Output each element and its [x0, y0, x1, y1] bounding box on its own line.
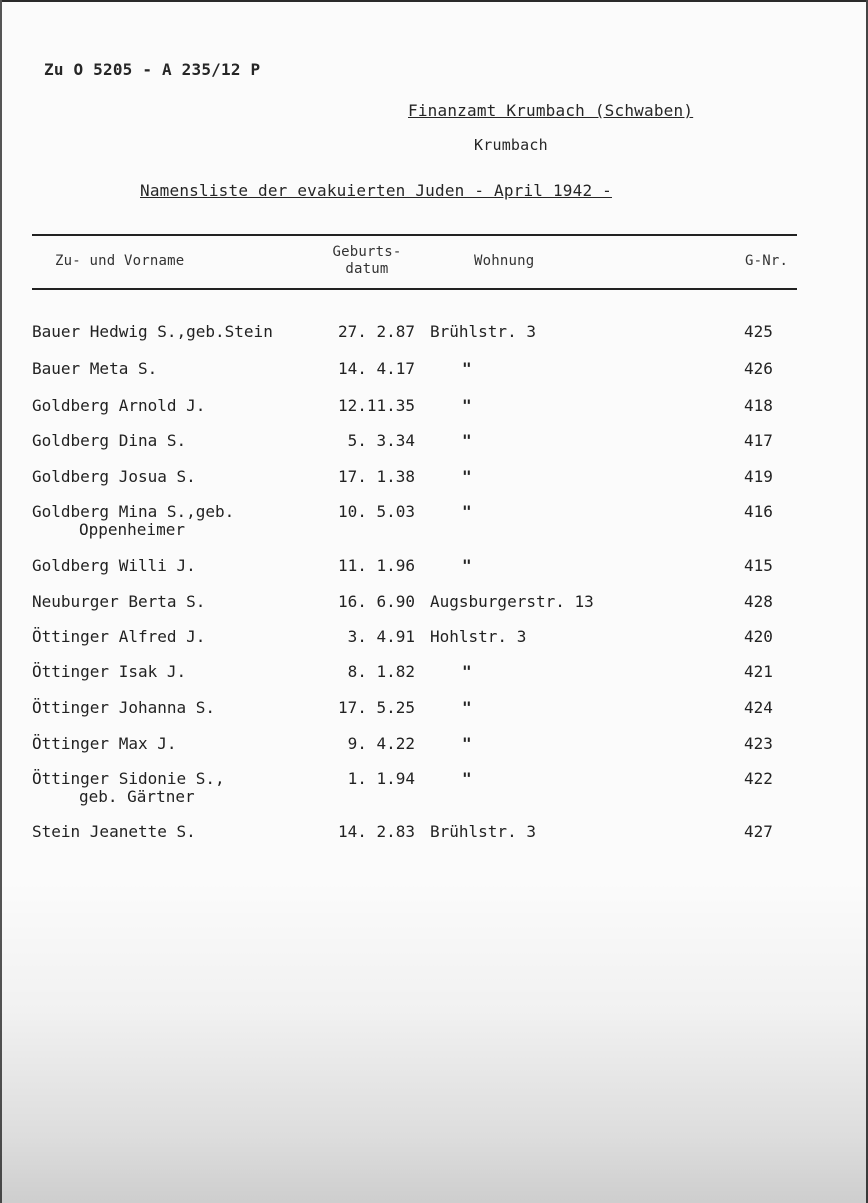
row-birthdate: 3. 4.91: [347, 627, 415, 646]
row-address-ditto: ": [462, 431, 472, 450]
row-birthdate: 16. 6.90: [337, 592, 415, 611]
row-number: 417: [744, 431, 773, 450]
column-header-address: Wohnung: [474, 253, 535, 269]
column-header-birthdate-line2: datum: [345, 261, 389, 277]
row-number: 423: [744, 734, 773, 753]
table-top-rule: [32, 234, 797, 236]
row-address: Brühlstr. 3: [430, 322, 536, 341]
row-number: 424: [744, 698, 773, 717]
row-number: 418: [744, 396, 773, 415]
row-number: 427: [744, 822, 773, 841]
row-address-ditto: ": [462, 467, 472, 486]
row-name: Öttinger Isak J.: [32, 662, 187, 681]
scan-edge-top: [0, 0, 868, 2]
row-number: 419: [744, 467, 773, 486]
row-number: 420: [744, 627, 773, 646]
row-birthdate: 14. 4.17: [337, 359, 415, 378]
row-name: Stein Jeanette S.: [32, 822, 196, 841]
row-address-ditto: ": [462, 502, 472, 521]
row-birthdate: 17. 1.38: [337, 467, 415, 486]
row-name: Goldberg Josua S.: [32, 467, 196, 486]
row-number: 422: [744, 769, 773, 788]
row-birthdate: 9. 4.22: [347, 734, 415, 753]
row-birthdate: 8. 1.82: [347, 662, 415, 681]
row-address: Augsburgerstr. 13: [430, 592, 594, 611]
row-name: Neuburger Berta S.: [32, 592, 206, 611]
row-birthdate: 27. 2.87: [337, 322, 415, 341]
row-birthdate: 14. 2.83: [337, 822, 415, 841]
row-name: Öttinger Alfred J.: [32, 627, 206, 646]
document-reference: Zu O 5205 - A 235/12 P: [44, 60, 261, 79]
row-birthdate: 10. 5.03: [337, 502, 415, 521]
row-name: Öttinger Sidonie S.,: [32, 769, 225, 788]
row-address-ditto: ": [462, 769, 472, 788]
row-name: Bauer Hedwig S.,geb.Stein: [32, 322, 273, 341]
column-header-name: Zu- und Vorname: [55, 253, 185, 269]
row-name: Bauer Meta S.: [32, 359, 158, 378]
row-number: 428: [744, 592, 773, 611]
row-number: 426: [744, 359, 773, 378]
row-address: Hohlstr. 3: [430, 627, 527, 646]
row-name: Goldberg Dina S.: [32, 431, 187, 450]
row-name: Öttinger Max J.: [32, 734, 177, 753]
row-address-ditto: ": [462, 662, 472, 681]
row-number: 421: [744, 662, 773, 681]
row-birthdate: 5. 3.34: [347, 431, 415, 450]
row-address-ditto: ": [462, 734, 472, 753]
row-address-ditto: ": [462, 698, 472, 717]
row-name-continued: geb. Gärtner: [79, 787, 195, 806]
row-name: Goldberg Willi J.: [32, 556, 196, 575]
column-header-birthdate: [312, 244, 422, 278]
row-birthdate: 17. 5.25: [337, 698, 415, 717]
row-name: Goldberg Mina S.,geb.: [32, 502, 235, 521]
row-address: Brühlstr. 3: [430, 822, 536, 841]
row-name-continued: Oppenheimer: [79, 520, 185, 539]
table-header-rule: [32, 288, 797, 290]
row-name: Öttinger Johanna S.: [32, 698, 216, 717]
row-birthdate: 11. 1.96: [337, 556, 415, 575]
column-header-number: G-Nr.: [745, 253, 789, 269]
row-address-ditto: ": [462, 556, 472, 575]
scan-shadow: [0, 880, 868, 1203]
list-title: Namensliste der evakuierten Juden - April 1942 -: [140, 181, 612, 200]
row-number: 415: [744, 556, 773, 575]
row-address-ditto: ": [462, 359, 472, 378]
row-birthdate: 12.11.35: [337, 396, 415, 415]
column-header-birthdate-line1: Geburts-: [332, 244, 402, 260]
row-birthdate: 1. 1.94: [347, 769, 415, 788]
tax-office-heading: Finanzamt Krumbach (Schwaben): [408, 101, 694, 120]
city-heading: Krumbach: [474, 136, 548, 154]
row-number: 416: [744, 502, 773, 521]
row-address-ditto: ": [462, 396, 472, 415]
row-number: 425: [744, 322, 773, 341]
row-name: Goldberg Arnold J.: [32, 396, 206, 415]
